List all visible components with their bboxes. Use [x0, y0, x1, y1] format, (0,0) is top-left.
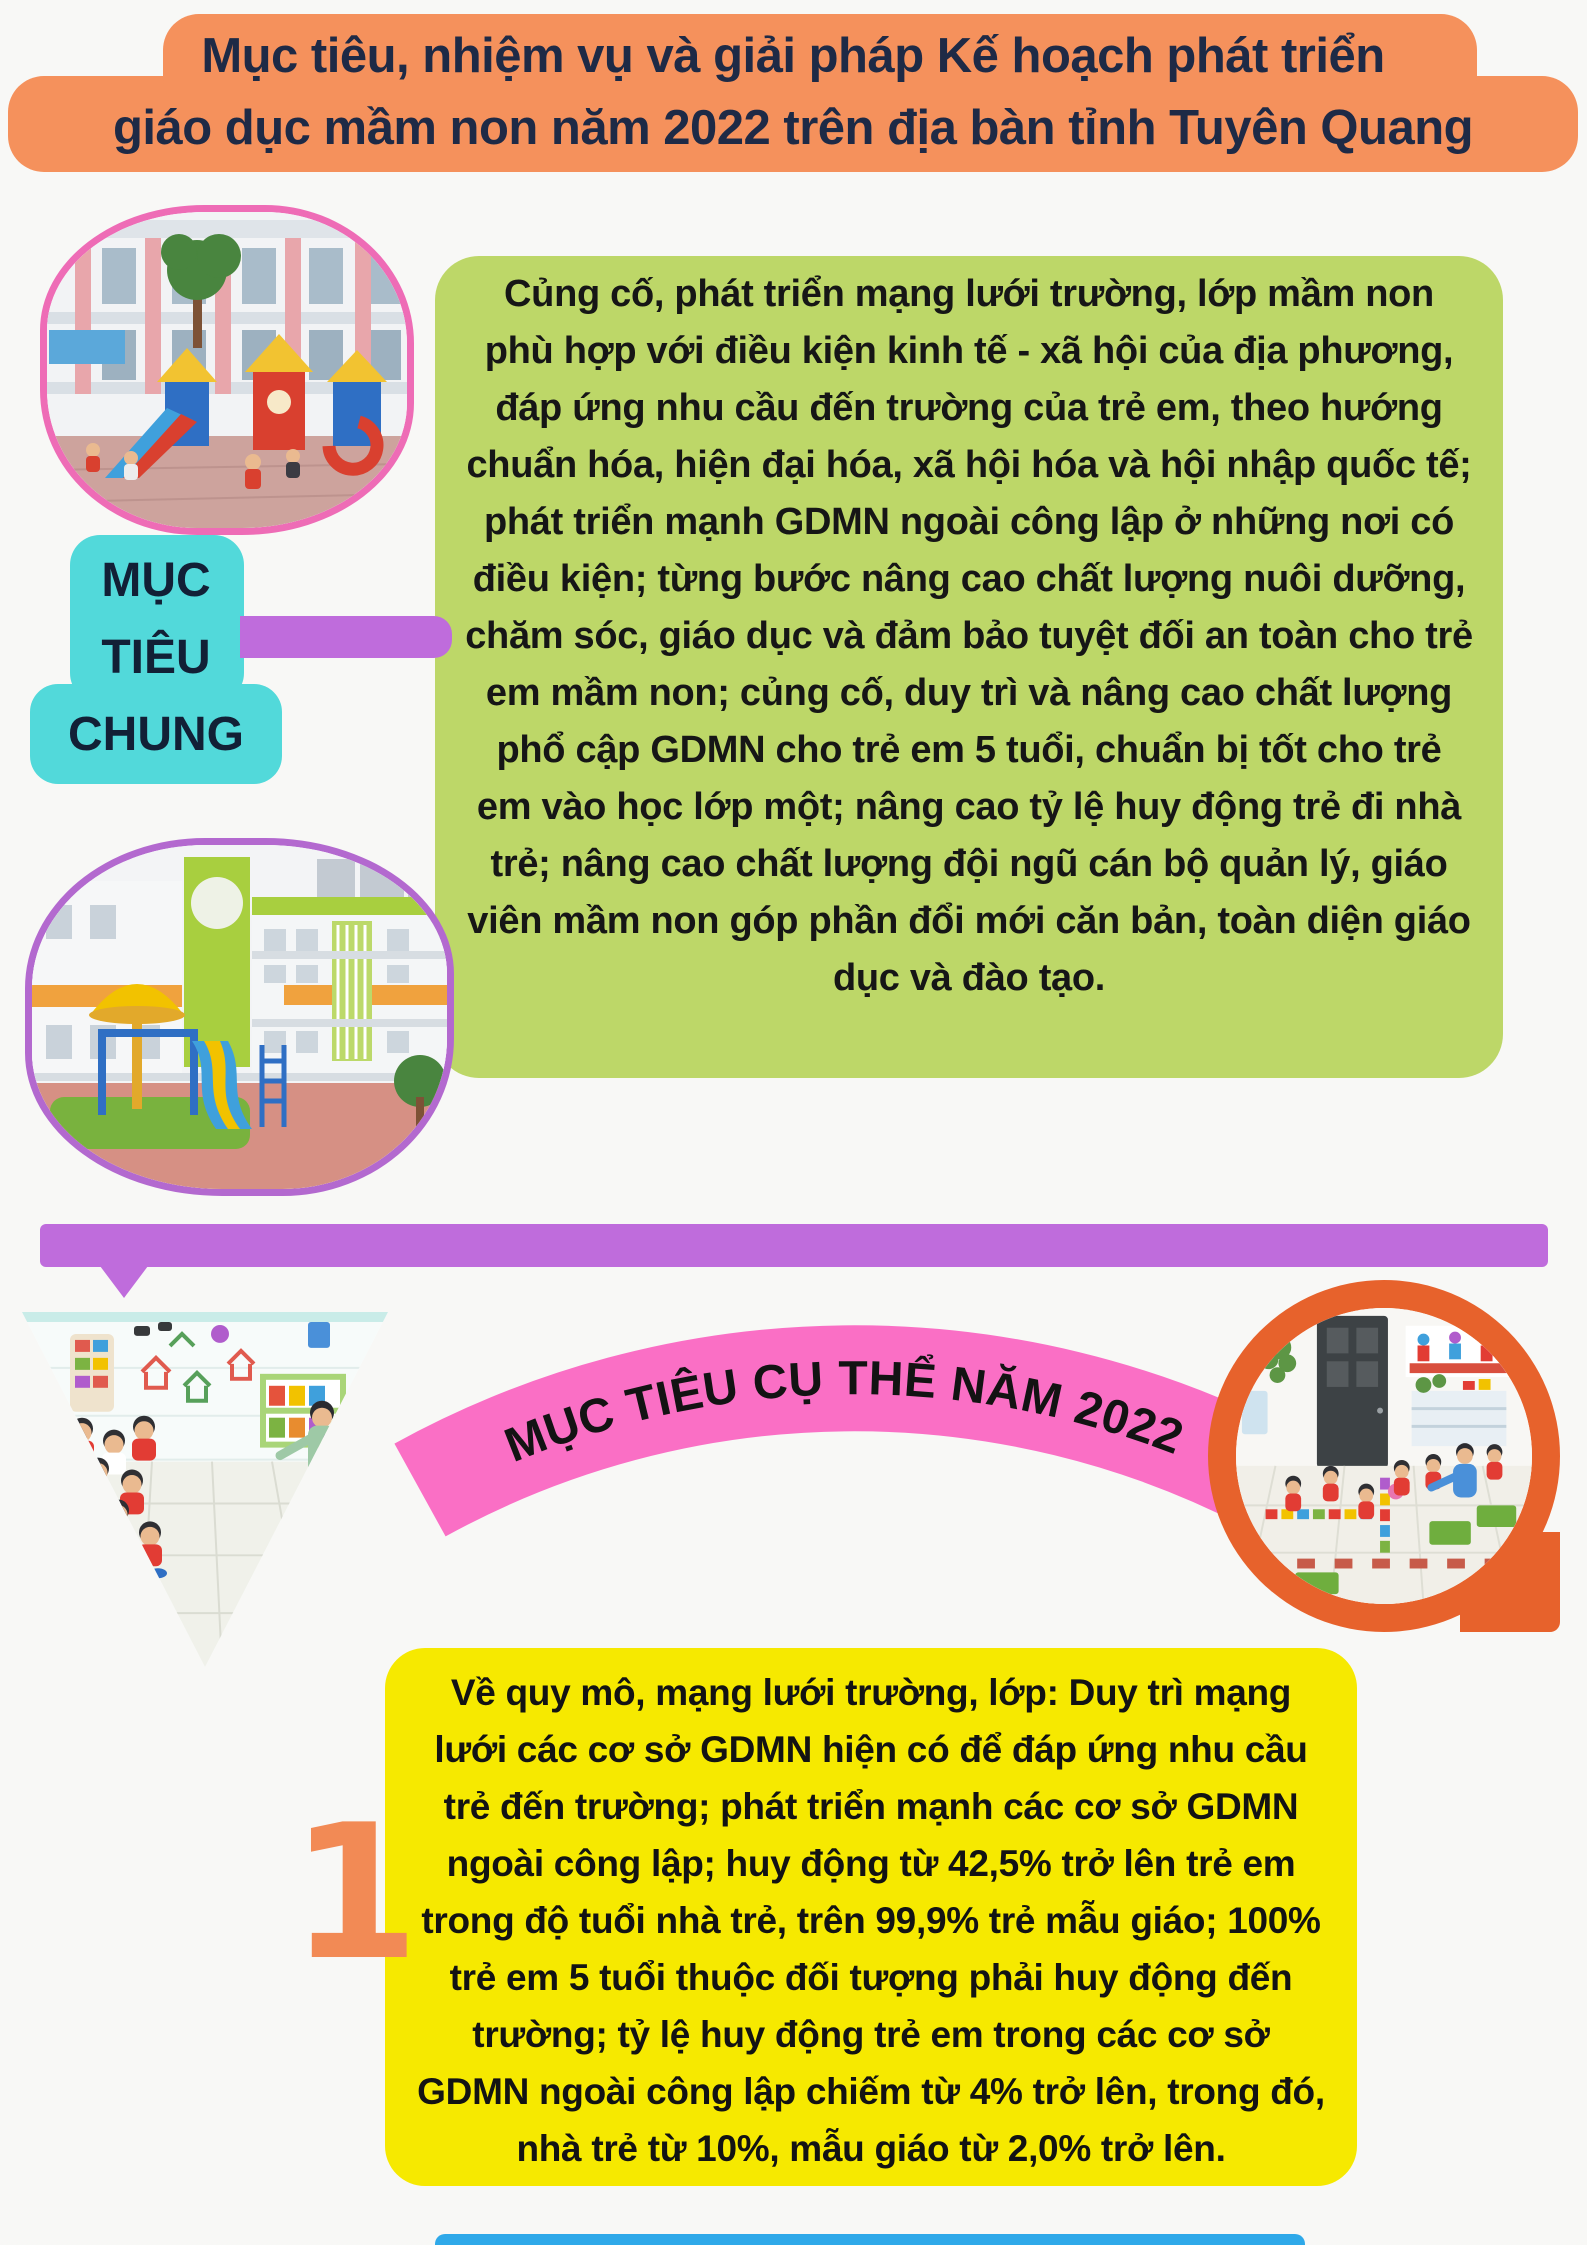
general-goal-body-box	[435, 256, 1503, 1078]
svg-text:MỤC TIÊU CỤ THỂ NĂM 2022	[498, 1352, 1191, 1473]
classroom-illustration	[22, 1312, 388, 1667]
school-illustration	[32, 845, 447, 1189]
general-goal-body-text: Củng cố, phát triển mạng lưới trường, lớp mầm non phù hợp với điều kiện kinh tế - xã hội của địa phương, đáp ứng nhu cầu đến trường của trẻ em, theo hướng chuẩn hóa, hiện đại hóa, xã hội hóa và hội nhập quốc tế; phát triển mạnh GDMN ngoài công lập ở những nơi có điều kiện; từng bước nâng cao chất lượng nuôi dưỡng, chăm sóc, giáo dục và đảm bảo tuyệt đối an toàn cho trẻ em mầm non; củng cố, duy trì và nâng cao chất lượng phổ cập GDMN cho trẻ em 5 tuổi, chuẩn bị tốt cho trẻ em vào học lớp một; nâng cao tỷ lệ huy động trẻ đi nhà trẻ; nâng cao chất lượng đội ngũ cán bộ quản lý, giáo viên mầm non góp phần đổi mới căn bản, toàn diện giáo dục và đào tạo.	[465, 273, 1473, 999]
photo-classroom-triangle	[22, 1312, 388, 1667]
photo-children-blocks	[1208, 1280, 1560, 1632]
general-goal-label-line3: CHUNG	[68, 708, 244, 761]
label-to-body-connector	[240, 616, 452, 658]
playground-illustration	[47, 212, 407, 528]
next-section-bar	[435, 2234, 1305, 2245]
photo-kindergarten-playground	[40, 205, 414, 535]
page-title	[8, 20, 1578, 164]
section-divider-tail	[100, 1266, 148, 1298]
item1-number: 1	[290, 1784, 420, 2001]
item1-body-box	[385, 1648, 1357, 2186]
general-goal-label-line1: MỤC	[101, 554, 211, 607]
section-divider-bar	[40, 1224, 1548, 1267]
specific-goal-arc-title: MỤC TIÊU CỤ THỂ NĂM 2022	[497, 1351, 1191, 1473]
blocks-classroom-illustration	[1236, 1308, 1532, 1604]
item1-body-text: Về quy mô, mạng lưới trường, lớp: Duy trì mạng lưới các cơ sở GDMN hiện có để đáp ứng nhu cầu trẻ đến trường; phát triển mạnh các cơ sở GDMN ngoài công lập; huy động từ 42,5% trở lên trẻ em trong độ tuổi nhà trẻ, trên 99,9% trẻ mẫu giáo; 100% trẻ em 5 tuổi thuộc đối tượng phải huy động đến trường; tỷ lệ huy động trẻ em trong các cơ sở GDMN ngoài công lập chiếm từ 4% trở lên, trong đó, nhà trẻ từ 10%, mẫu giáo từ 2,0% trở lên.	[417, 1672, 1325, 2169]
page-title-line1: Mục tiêu, nhiệm vụ và giải pháp Kế hoạch phát triển	[201, 29, 1385, 83]
photo-school-building	[25, 838, 454, 1196]
general-goal-label-line2: TIÊU	[101, 631, 211, 684]
circle-photo-image	[1236, 1308, 1532, 1604]
page-title-line2: giáo dục mầm non năm 2022 trên địa bàn tỉnh Tuyên Quang	[112, 101, 1474, 155]
